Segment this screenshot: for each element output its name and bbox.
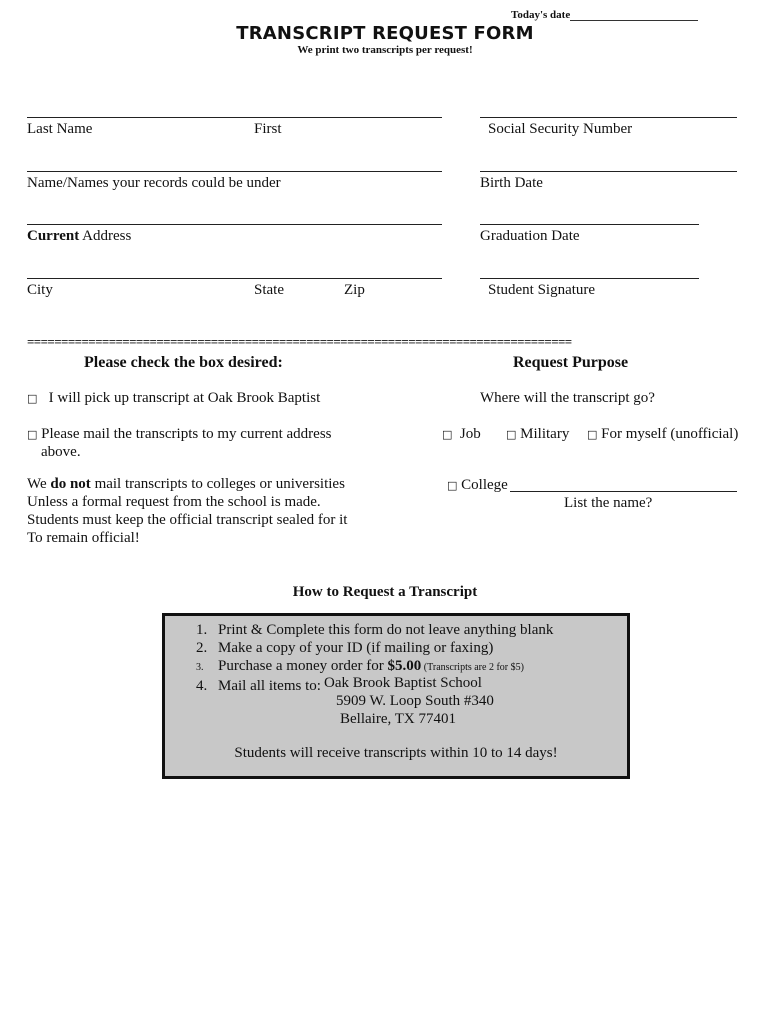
address-line-1: Oak Brook Baptist School	[324, 675, 482, 691]
ssn-line[interactable]	[480, 117, 737, 118]
birth-date-label: Birth Date	[480, 175, 543, 191]
option-mail-label-cont: above.	[41, 444, 81, 460]
destination-question: Where will the transcript go?	[480, 390, 655, 406]
mail-note-line-3: Students must keep the official transcript sealed for it	[27, 512, 348, 528]
graduation-date-label: Graduation Date	[480, 228, 580, 244]
last-name-label: Last Name	[27, 121, 93, 137]
checkbox-icon[interactable]: □	[27, 428, 38, 441]
checkbox-icon[interactable]: □	[506, 428, 517, 441]
todays-date-label: Today's date	[511, 9, 571, 21]
graduation-date-line[interactable]	[480, 224, 699, 225]
mail-note-line-1: We do not mail transcripts to colleges or universities	[27, 476, 345, 492]
checkbox-icon[interactable]: □	[447, 479, 458, 492]
address-label: Current Address	[27, 228, 132, 244]
how-to-heading: How to Request a Transcript	[292, 584, 478, 600]
option-job[interactable]	[442, 426, 481, 443]
student-signature-label: Student Signature	[488, 282, 596, 298]
option-military-label: Military	[520, 426, 570, 442]
list-name-prompt: List the name?	[564, 495, 653, 511]
option-mail-label: Please mail the transcripts to my current address	[41, 426, 332, 442]
option-pickup-label: I will pick up transcript at Oak Brook Baptist	[48, 390, 321, 406]
state-label: State	[254, 282, 284, 298]
first-name-label: First	[254, 121, 282, 137]
city-line[interactable]	[27, 278, 442, 279]
request-purpose-heading: Request Purpose	[513, 354, 629, 371]
check-box-heading: Please check the box desired:	[84, 354, 283, 371]
form-title: TRANSCRIPT REQUEST FORM	[236, 23, 534, 44]
todays-date-blank[interactable]	[570, 10, 698, 21]
checkbox-icon[interactable]: □	[587, 428, 598, 441]
checkbox-icon[interactable]: □	[442, 428, 453, 441]
college-name-line[interactable]	[510, 491, 737, 492]
zip-label: Zip	[344, 282, 365, 298]
step-3: 3. Purchase a money order for $5.00 (Transcripts are 2 for $5)	[196, 658, 524, 674]
ssn-label: Social Security Number	[488, 121, 633, 137]
mail-note-line-4: To remain official!	[27, 530, 140, 546]
address-line[interactable]	[27, 224, 442, 225]
address-line-2: 5909 W. Loop South #340	[336, 693, 494, 709]
option-pickup[interactable]	[27, 390, 320, 407]
mail-note-line-2: Unless a formal request from the school is made.	[27, 494, 321, 510]
section-separator: ================================================================================	[27, 334, 572, 349]
delivery-note: Students will receive transcripts within 10 to 14 days!	[234, 745, 558, 761]
alias-line[interactable]	[27, 171, 442, 172]
option-college[interactable]	[447, 477, 508, 494]
option-college-label: College	[461, 477, 508, 493]
alias-label: Name/Names your records could be under	[27, 175, 281, 191]
birth-date-line[interactable]	[480, 171, 737, 172]
address-line-3: Bellaire, TX 77401	[340, 711, 456, 727]
name-line[interactable]	[27, 117, 442, 118]
option-military[interactable]	[506, 426, 569, 443]
signature-line[interactable]	[480, 278, 699, 279]
city-label: City	[27, 282, 53, 298]
step-2: 2. Make a copy of your ID (if mailing or faxing)	[196, 640, 494, 656]
option-job-label: Job	[459, 426, 481, 442]
option-myself-label: For myself (unofficial)	[601, 426, 739, 442]
option-myself[interactable]	[587, 426, 738, 443]
todays-date-field[interactable]	[511, 9, 698, 21]
step-4: 4. Mail all items to:	[196, 678, 321, 694]
step-1: 1. Print & Complete this form do not leave anything blank	[196, 622, 554, 638]
option-mail[interactable]	[27, 426, 332, 443]
form-subtitle: We print two transcripts per request!	[297, 44, 473, 56]
checkbox-icon[interactable]: □	[27, 392, 38, 405]
